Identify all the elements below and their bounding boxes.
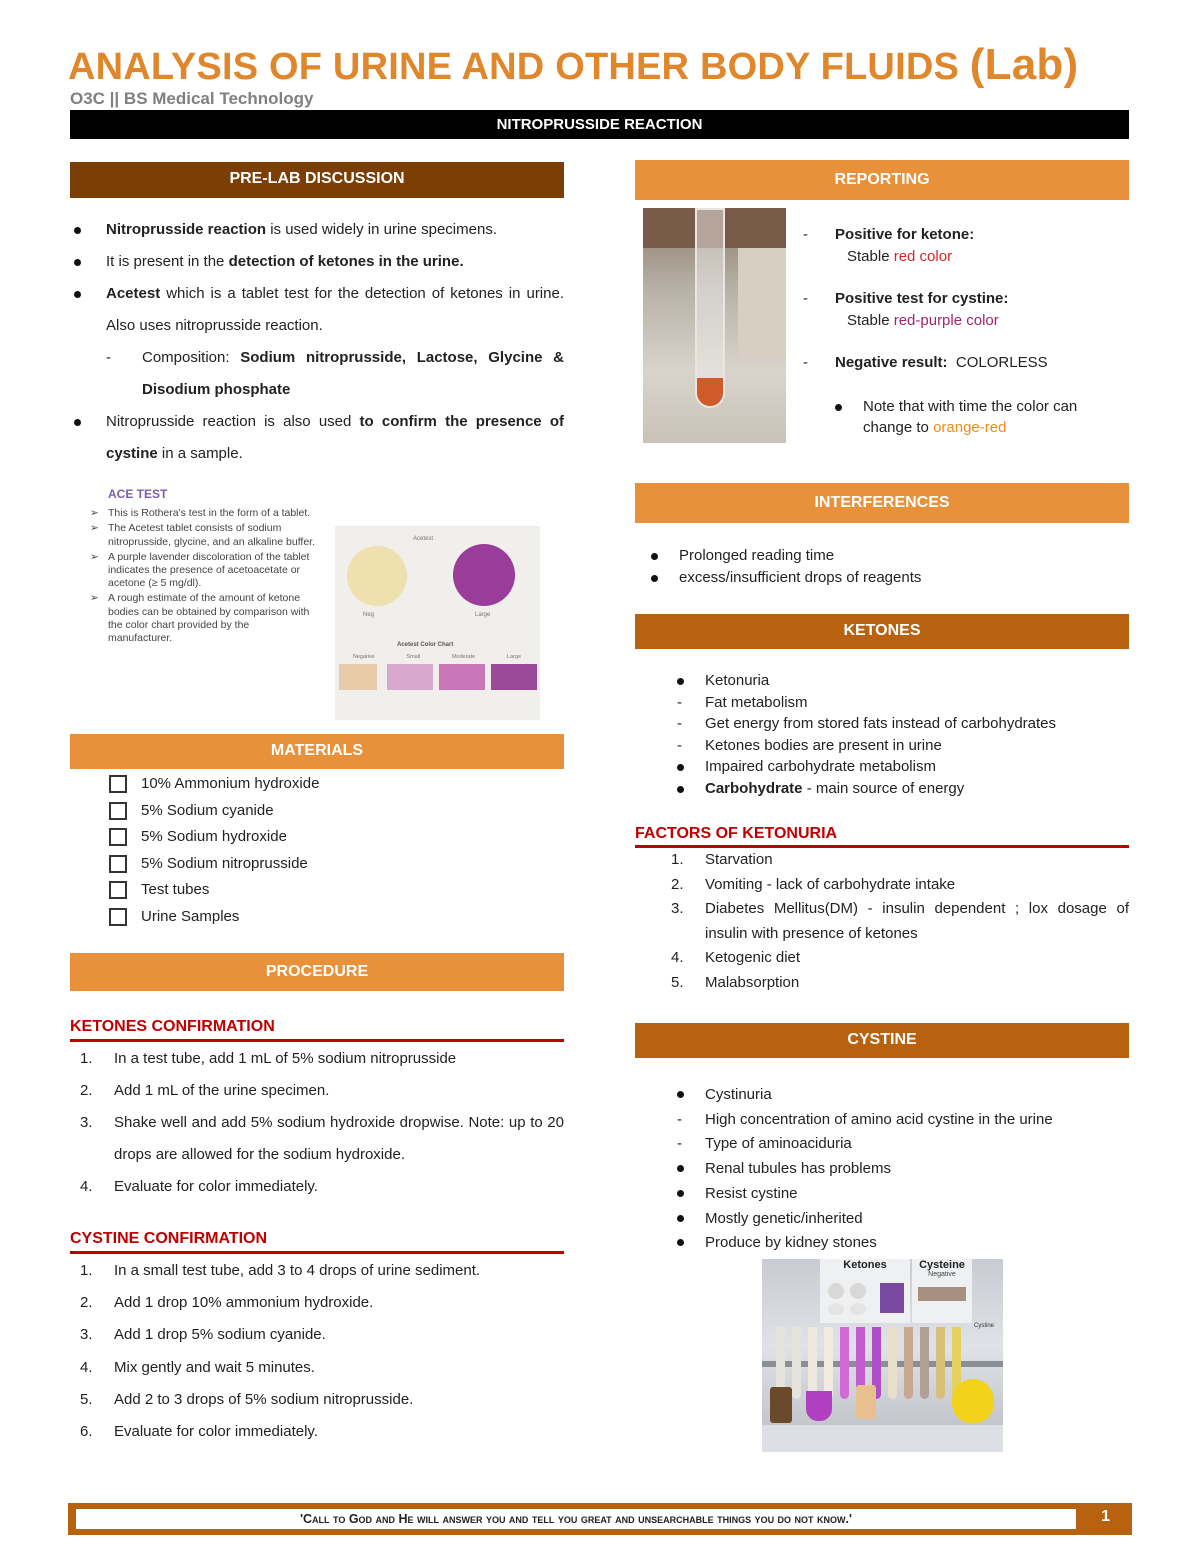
chart-swatch-small — [387, 664, 433, 690]
materials-list — [109, 771, 549, 930]
ketones-confirmation-rule — [70, 1039, 564, 1042]
cystine-item: Produce by kidney stones — [671, 1231, 1131, 1256]
cystine-confirmation-rule — [70, 1251, 564, 1254]
checkbox-icon[interactable] — [109, 881, 127, 899]
page-number: 1 — [1101, 1508, 1110, 1525]
checkbox-icon[interactable] — [109, 775, 127, 793]
report-cystine-value: Stable red-purple color — [847, 311, 999, 329]
purple-beaker — [806, 1391, 832, 1421]
ketones-heading: KETONES — [635, 614, 1129, 649]
ketones-steps — [70, 1043, 564, 1203]
reagent-bottle — [770, 1387, 792, 1423]
cystine-heading: CYSTINE — [635, 1023, 1129, 1058]
material-item: 10% Ammonium hydroxide — [109, 771, 549, 798]
footer-quote: 'Call to God and He will answer you and tell you great and unsearchable things you do not know.' — [76, 1509, 1076, 1529]
acetest-point: ➢ This is Rothera's test in the form of a tablet. — [90, 507, 311, 520]
ketones-item: Ketonuria — [671, 670, 1131, 692]
report-ketone-value: Stable red color — [847, 247, 953, 265]
ketones-panel: Ketones — [820, 1259, 910, 1323]
step-item: 3. Shake well and add 5% sodium hydroxide dropwise. Note: up to 20 drops are allowed for the sodium hydroxide. — [80, 1114, 564, 1163]
factor-item: 4. Ketogenic diet — [671, 949, 801, 967]
bottle — [738, 248, 786, 358]
interferences-list — [645, 545, 1125, 588]
negative-tablet — [347, 546, 407, 606]
red-liquid — [697, 378, 723, 406]
chart-labels: Negative Small Moderate Large — [352, 654, 522, 660]
cystine-item: Cystinuria — [671, 1083, 1131, 1108]
reporting-list — [797, 224, 1129, 439]
ketones-item: Impaired carbohydrate metabolism — [671, 756, 1131, 778]
topic-banner: NITROPRUSSIDE REACTION — [70, 110, 1129, 139]
step-item: 1. In a small test tube, add 3 to 4 drops of urine sediment. — [80, 1262, 481, 1279]
report-negative: - Negative result: COLORLESS — [797, 352, 1129, 374]
reporting-heading: REPORTING — [635, 160, 1129, 200]
checkbox-icon[interactable] — [109, 855, 127, 873]
positive-tablet — [453, 544, 515, 606]
report-cystine: - Positive test for cystine: — [797, 288, 1129, 310]
chart-swatch-negative — [339, 664, 377, 690]
acetest-text-figure — [88, 488, 316, 710]
checkbox-icon[interactable] — [109, 908, 127, 926]
cystine-item: - High concentration of amino acid cystine in the urine — [671, 1108, 1131, 1133]
materials-heading: MATERIALS — [70, 734, 564, 769]
material-item: Test tubes — [109, 877, 549, 904]
cystine-item: - Type of aminoaciduria — [671, 1132, 1131, 1157]
factor-item: 5. Malabsorption — [671, 973, 800, 991]
prelab-item: It is present in the detection of ketones in the urine. — [70, 246, 564, 278]
lab-illustration: Ketones Cysteine Negative Cystine — [762, 1259, 1003, 1452]
acetest-point: ➢ A purple lavender discoloration of the tablet indicates the presence of acetoacetate or acetone (≥ 5 mg/dl). — [90, 550, 310, 590]
acetest-point: ➢ A rough estimate of the amount of ketone bodies can be obtained by comparison with the color chart provided by the manufacturer. — [90, 592, 310, 645]
step-item: 3. Add 1 drop 5% sodium cyanide. — [80, 1326, 326, 1344]
material-item: 5% Sodium hydroxide — [109, 824, 549, 851]
cystine-item: Resist cystine — [671, 1182, 1131, 1207]
interferences-heading: INTERFERENCES — [635, 483, 1129, 523]
step-item: 6. Evaluate for color immediately. — [80, 1423, 318, 1441]
prelab-composition: - Composition: Sodium nitroprusside, Lactose, Glycine & Disodium phosphate — [70, 342, 564, 406]
factor-item: 3. Diabetes Mellitus(DM) - insulin dependent ; lox dosage of insulin with presence of ketones — [671, 900, 1129, 942]
report-note: Note that with time the color can change to orange-red — [829, 396, 1099, 439]
checkbox-icon[interactable] — [109, 802, 127, 820]
bench-surface — [762, 1425, 1003, 1452]
prelab-item: Nitroprusside reaction is also used to confirm the presence of cystine in a sample. — [70, 406, 564, 470]
checkbox-icon[interactable] — [109, 828, 127, 846]
interference-item: excess/insufficient drops of reagents — [645, 567, 1125, 589]
amber-bottle — [856, 1385, 876, 1419]
document-title: ANALYSIS OF URINE AND OTHER BODY FLUIDS (Lab) — [68, 40, 1079, 89]
prelab-item: Acetest which is a tablet test for the detection of ketones in urine. Also uses nitroprusside reaction. — [70, 278, 564, 342]
test-tube — [695, 208, 725, 408]
ketones-list — [671, 670, 1131, 799]
cystine-list — [671, 1083, 1131, 1256]
acetest-point: ➢ The Acetest tablet consists of sodium nitroprusside, glycine, and an alkaline buffer. — [90, 522, 316, 548]
material-item: Urine Samples — [109, 904, 549, 931]
report-ketone: - Positive for ketone: — [797, 224, 1129, 246]
material-item: 5% Sodium nitroprusside — [109, 851, 549, 878]
step-item: 4. Mix gently and wait 5 minutes. — [80, 1358, 315, 1376]
cysteine-panel: Cysteine Negative — [912, 1259, 972, 1323]
procedure-heading: PROCEDURE — [70, 953, 564, 991]
acetest-photo: Acetest Neg Large Acetest Color Chart Negative Small Moderate Large — [335, 526, 540, 720]
factor-item: 2. Vomiting - lack of carbohydrate intake — [671, 875, 956, 893]
material-item: 5% Sodium cyanide — [109, 798, 549, 825]
chart-swatch-moderate — [439, 664, 485, 690]
chart-swatch-large — [491, 664, 537, 690]
cystine-confirmation-title: CYSTINE CONFIRMATION — [70, 1230, 268, 1247]
step-item: 4. Evaluate for color immediately. — [80, 1178, 318, 1195]
cystine-steps — [70, 1255, 564, 1448]
step-item: 1. In a test tube, add 1 mL of 5% sodium nitroprusside — [80, 1050, 457, 1067]
step-item: 2. Add 1 drop 10% ammonium hydroxide. — [80, 1294, 374, 1312]
acetest-heading: ACE TEST — [108, 487, 168, 501]
prelab-item: Nitroprusside reaction is used widely in urine specimens. — [70, 214, 564, 246]
factor-item: 1. Starvation — [671, 851, 773, 868]
ketones-item: - Get energy from stored fats instead of carbohydrates — [671, 713, 1131, 735]
document-subtitle: O3C || BS Medical Technology — [70, 89, 314, 108]
test-tube-photo — [643, 208, 786, 443]
ketones-item: Carbohydrate - main source of energy — [671, 778, 1131, 800]
step-item: 2. Add 1 mL of the urine specimen. — [80, 1082, 330, 1099]
prelab-list — [70, 214, 564, 470]
yellow-flask — [952, 1379, 994, 1423]
factors-list — [635, 848, 1129, 996]
cystine-item: Mostly genetic/inherited — [671, 1207, 1131, 1232]
prelab-heading: PRE-LAB DISCUSSION — [70, 162, 564, 198]
step-item: 5. Add 2 to 3 drops of 5% sodium nitroprusside. — [80, 1390, 414, 1408]
factors-title: FACTORS OF KETONURIA — [635, 825, 838, 842]
cystine-item: Renal tubules has problems — [671, 1157, 1131, 1182]
ketones-confirmation-title: KETONES CONFIRMATION — [70, 1018, 275, 1035]
footer-bar — [68, 1503, 1132, 1535]
ketones-item: - Ketones bodies are present in urine — [671, 735, 1131, 757]
ketones-item: - Fat metabolism — [671, 692, 1131, 714]
interference-item: Prolonged reading time — [645, 545, 1125, 567]
